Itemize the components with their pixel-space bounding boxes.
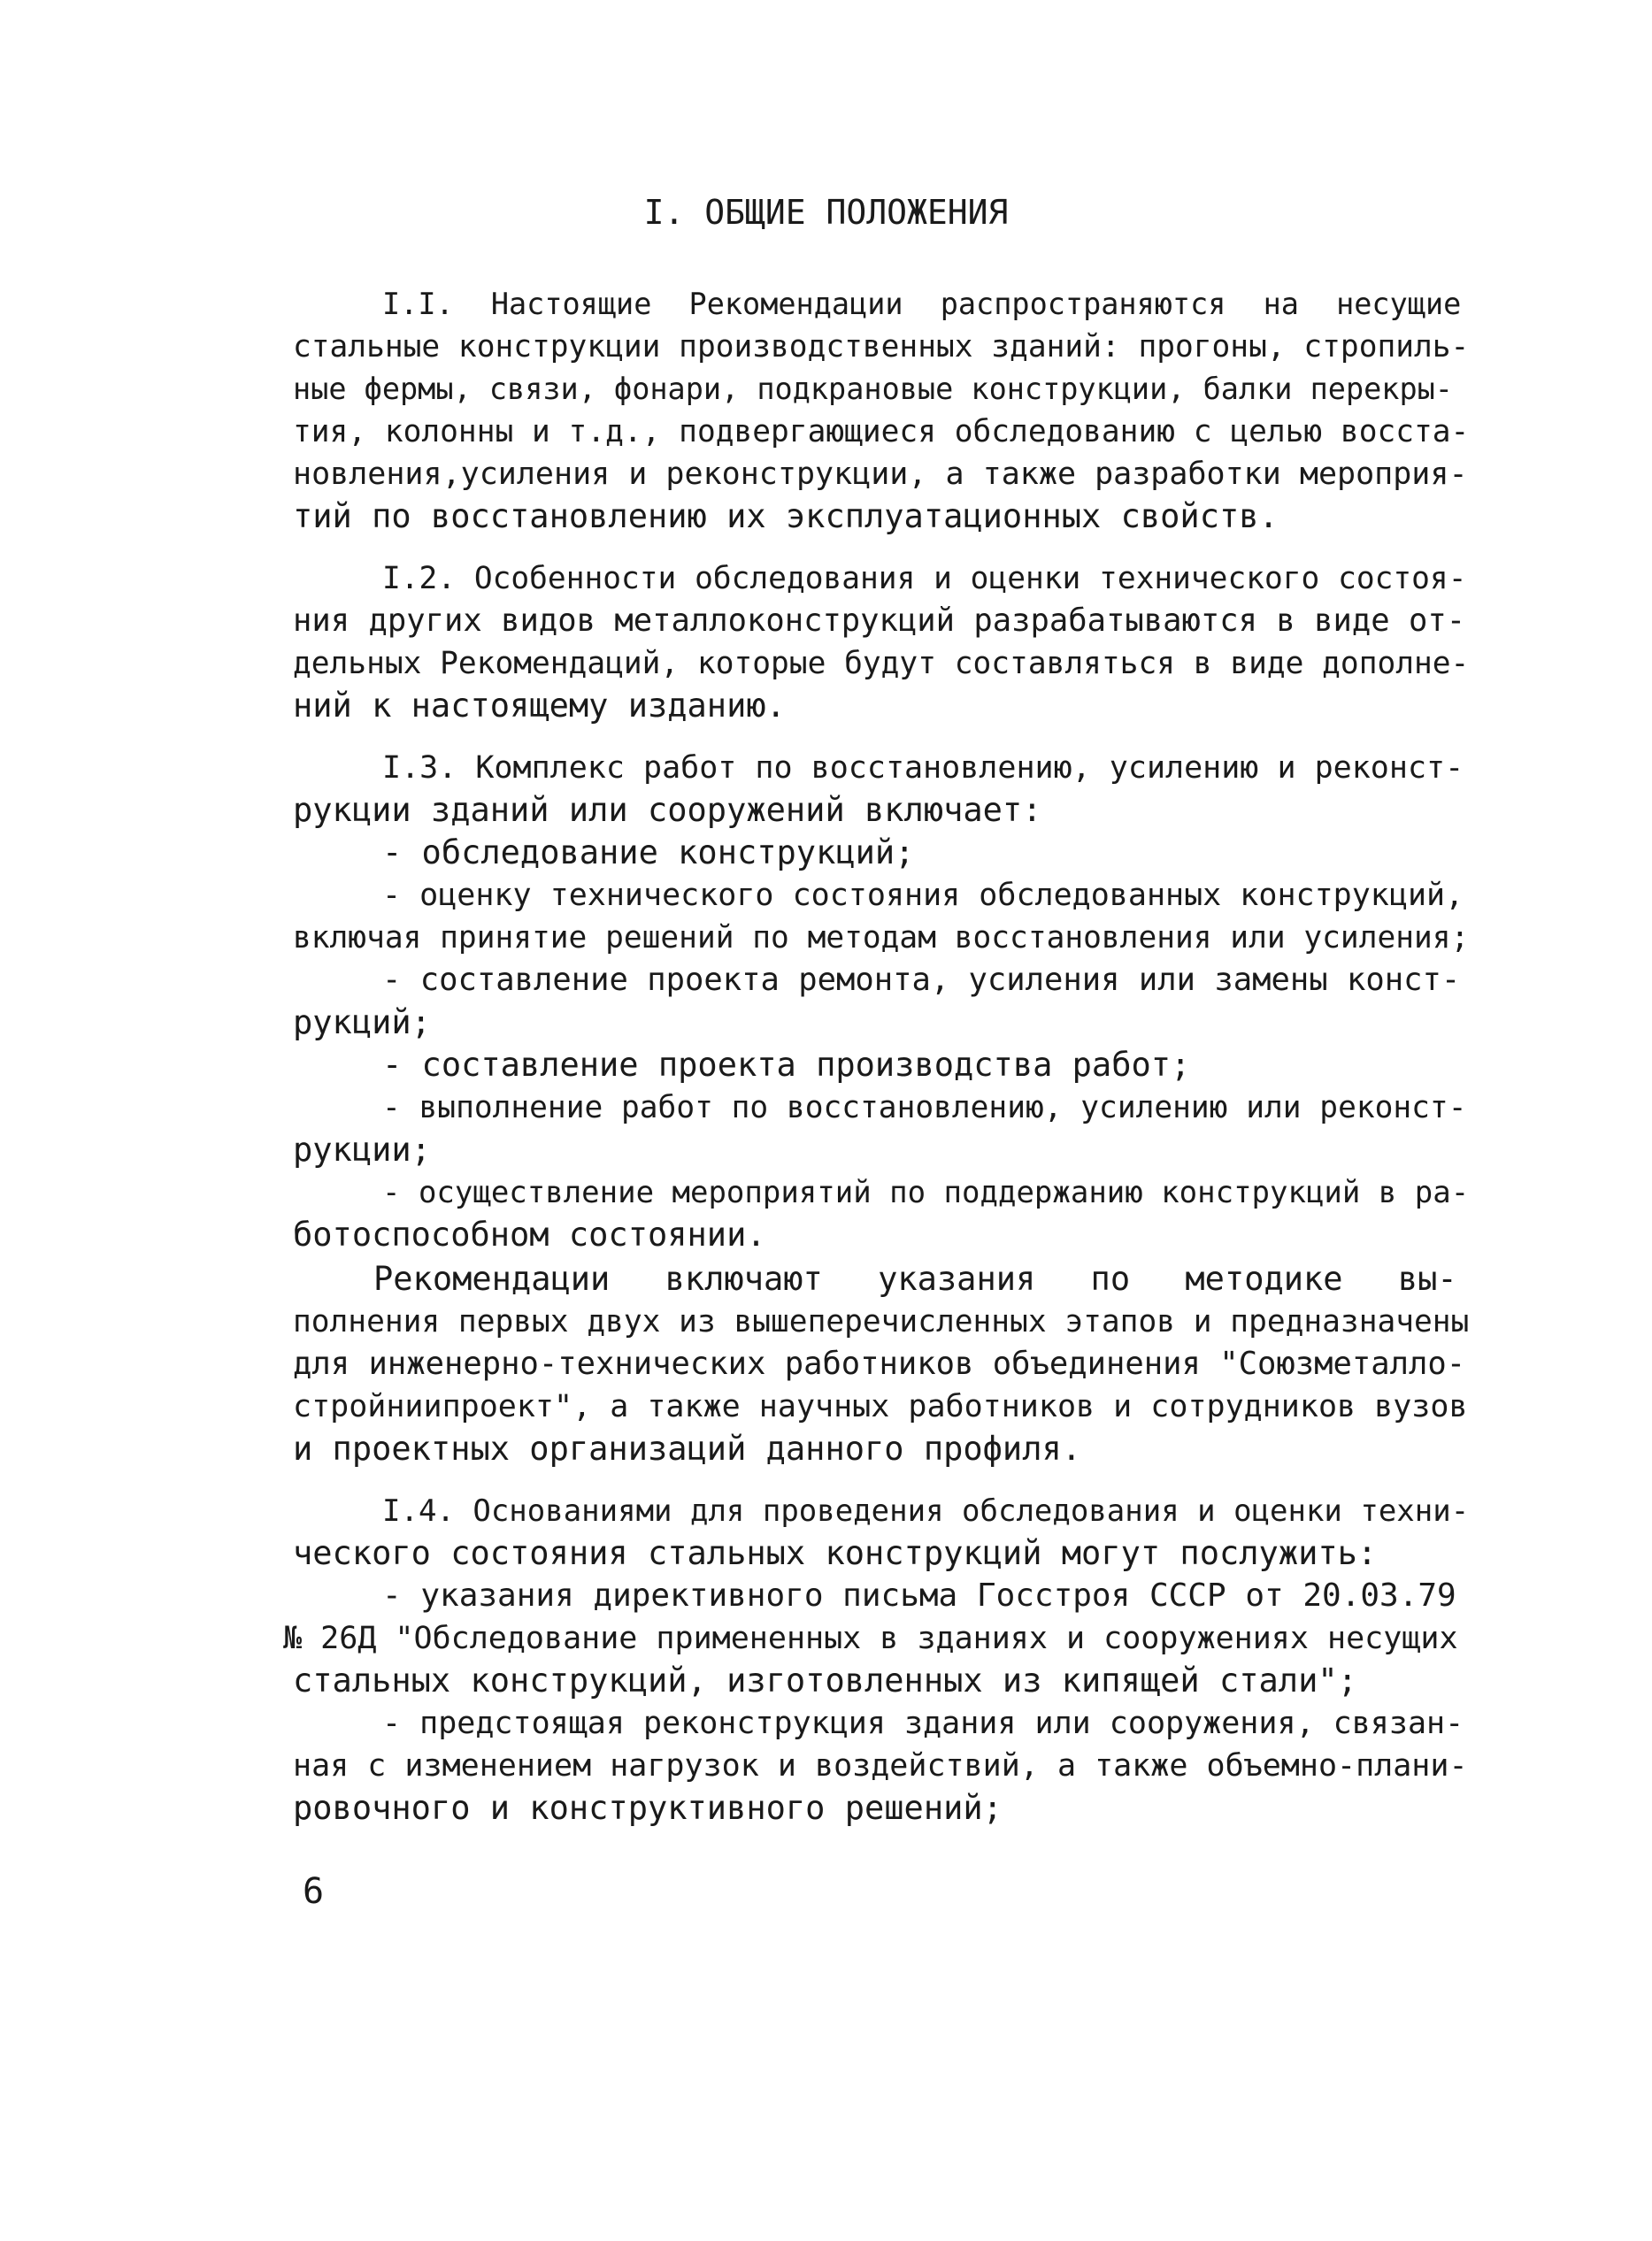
text-line: I.I. Настоящие Рекомендации распространяются на несущие: [382, 287, 1462, 321]
text-line: - осуществление мероприятий по поддержанию конструкций в ра-: [382, 1175, 1470, 1210]
text-line: - составление проекта производства работ;: [382, 1046, 1191, 1084]
text-line: ботоспособном состоянии.: [293, 1216, 766, 1254]
text-line: полнения первых двух из вышеперечисленных этапов и предназначены: [293, 1304, 1470, 1339]
text-line: и проектных организаций данного профиля.: [293, 1430, 1082, 1468]
text-line: - предстоящая реконструкция здания или сооружения, связан-: [382, 1706, 1464, 1741]
text-line: Рекомендации включают указания по методике вы-: [373, 1260, 1457, 1298]
text-line: I.4. Основаниями для проведения обследования и оценки техни-: [382, 1493, 1470, 1529]
text-line: стальных конструкций, изготовленных из кипящей стали";: [293, 1662, 1357, 1700]
text-line: ческого состояния стальных конструкций могут послужить:: [293, 1534, 1378, 1572]
text-line: для инженерно-технических работников объединения "Союзметалло-: [293, 1346, 1466, 1382]
text-line: № 26Д "Обследование примененных в зданиях и сооружениях несущих: [283, 1621, 1458, 1656]
text-line: рукции зданий или сооружений включает:: [293, 791, 1042, 829]
text-line: I.2. Особенности обследования и оценки технического состоя-: [382, 561, 1467, 596]
text-line: ная с изменением нагрузок и воздействий, а также объемно-плани-: [293, 1748, 1468, 1784]
text-line: дельных Рекомендаций, которые будут составляться в виде дополне-: [293, 646, 1470, 681]
text-line: тия, колонны и т.д., подвергающиеся обследованию с целью восста-: [293, 414, 1470, 449]
text-line: включая принятие решений по методам восстановления или усиления;: [293, 920, 1470, 955]
text-line: ровочного и конструктивного решений;: [293, 1789, 1003, 1827]
text-line: - выполнение работ по восстановлению, усилению или реконст-: [382, 1090, 1467, 1125]
text-line: I.3. Комплекс работ по восстановлению, усилению и реконст-: [382, 750, 1464, 786]
text-line: - составление проекта ремонта, усиления или замены конст-: [382, 962, 1461, 998]
text-line: ний к настоящему изданию.: [293, 687, 786, 725]
text-line: стальные конструкции производственных зданий: прогоны, стропиль-: [293, 329, 1470, 365]
text-line: - обследование конструкций;: [382, 833, 915, 871]
text-line: рукции;: [293, 1131, 431, 1169]
section-title: I. ОБЩИЕ ПОЛОЖЕНИЯ: [643, 193, 1009, 232]
text-line: - оценку технического состояния обследованных конструкций,: [382, 878, 1464, 913]
text-line: - указания директивного письма Госстроя СССР от 20.03.79: [382, 1577, 1456, 1614]
text-line: новления,усиления и реконструкции, а также разработки мероприя-: [293, 457, 1468, 492]
text-line: тий по восстановлению их эксплуатационных свойств.: [293, 497, 1279, 535]
text-line: рукций;: [293, 1003, 431, 1041]
text-line: стройниипроект", а также научных работников и сотрудников вузов: [293, 1389, 1468, 1424]
page-number: 6: [303, 1871, 325, 1912]
text-line: ные фермы, связи, фонари, подкрановые конструкции, балки перекры-: [293, 372, 1453, 406]
text-line: ния других видов металлоконструкций разрабатываются в виде от-: [293, 602, 1466, 639]
